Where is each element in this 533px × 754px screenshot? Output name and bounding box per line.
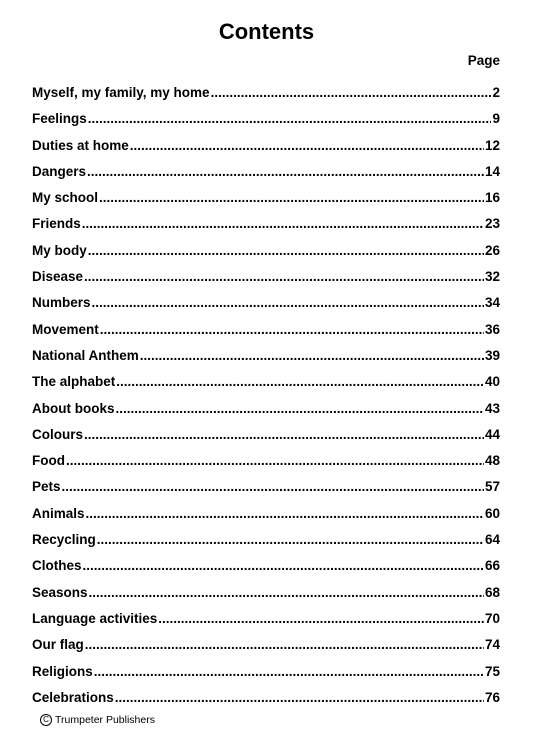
copyright-icon: C — [40, 714, 52, 726]
toc-entry — [32, 269, 500, 295]
toc-dot-leader — [85, 637, 484, 653]
toc-dot-leader — [92, 295, 484, 311]
toc-entry-page: 74 — [484, 637, 500, 653]
toc-dot-leader — [94, 664, 484, 680]
toc-entry-page: 14 — [484, 163, 500, 179]
toc-entry — [32, 111, 500, 137]
page-title: Contents — [218, 19, 315, 44]
toc-dot-leader — [87, 164, 484, 180]
toc-dot-leader — [130, 138, 484, 154]
toc-entry-page: 40 — [484, 374, 500, 390]
toc-entry-title: My school — [32, 190, 99, 206]
toc-dot-leader — [88, 111, 492, 127]
toc-entry-title: Pets — [32, 479, 61, 495]
publisher-name: Trumpeter Publishers — [55, 714, 155, 726]
toc-entry-title: Friends — [32, 216, 81, 232]
toc-entry — [32, 664, 500, 690]
toc-entry-title: Dangers — [32, 163, 87, 179]
table-of-contents — [32, 85, 500, 716]
toc-entry — [32, 164, 500, 190]
toc-entry — [32, 585, 500, 611]
toc-entry — [32, 322, 500, 348]
toc-entry-title: Disease — [32, 269, 84, 285]
toc-dot-leader — [62, 479, 484, 495]
toc-entry-page: 75 — [484, 663, 500, 679]
toc-entry-page: 57 — [484, 479, 500, 495]
toc-entry — [32, 348, 500, 374]
toc-entry-title: Religions — [32, 663, 93, 679]
toc-entry-title: Food — [32, 453, 65, 469]
toc-dot-leader — [115, 690, 484, 706]
toc-entry — [32, 295, 500, 321]
toc-entry-page: 9 — [492, 111, 500, 127]
toc-entry-page: 16 — [484, 190, 500, 206]
page-column-header: Page — [467, 53, 500, 68]
toc-dot-leader — [84, 427, 484, 443]
toc-dot-leader — [99, 190, 484, 206]
toc-entry-title: Animals — [32, 505, 85, 521]
toc-entry — [32, 243, 500, 269]
toc-entry — [32, 532, 500, 558]
toc-entry-title: Recycling — [32, 532, 96, 548]
toc-dot-leader — [66, 453, 484, 469]
footer — [40, 713, 155, 727]
toc-entry-title: About books — [32, 400, 115, 416]
toc-entry — [32, 138, 500, 164]
toc-entry — [32, 611, 500, 637]
toc-entry-page: 36 — [484, 321, 500, 337]
toc-entry-page: 32 — [484, 269, 500, 285]
toc-entry-title: Colours — [32, 426, 84, 442]
toc-dot-leader — [211, 85, 492, 101]
toc-entry — [32, 427, 500, 453]
toc-entry-title: Duties at home — [32, 137, 129, 153]
toc-dot-leader — [116, 374, 484, 390]
toc-entry-title: Language activities — [32, 610, 158, 626]
toc-entry — [32, 506, 500, 532]
toc-entry-page: 2 — [492, 85, 500, 100]
toc-entry-title: Seasons — [32, 584, 88, 600]
toc-entry-page: 12 — [484, 137, 500, 153]
toc-entry-title: Myself, my family, my home — [32, 85, 210, 100]
toc-dot-leader — [97, 532, 484, 548]
toc-entry-page: 60 — [484, 505, 500, 521]
toc-dot-leader — [100, 322, 484, 338]
toc-dot-leader — [116, 401, 484, 417]
toc-dot-leader — [82, 216, 484, 232]
toc-entry-page: 39 — [484, 347, 500, 363]
toc-entry-title: Our flag — [32, 637, 84, 653]
toc-entry-title: Feelings — [32, 111, 87, 127]
toc-entry-page: 26 — [484, 242, 500, 258]
toc-entry — [32, 216, 500, 242]
toc-entry-page: 43 — [484, 400, 500, 416]
toc-dot-leader — [140, 348, 484, 364]
toc-entry — [32, 85, 500, 111]
toc-entry-page: 76 — [484, 689, 500, 705]
toc-entry-title: Movement — [32, 321, 99, 337]
toc-entry-title: Celebrations — [32, 689, 114, 705]
toc-dot-leader — [84, 269, 484, 285]
toc-entry-title: National Anthem — [32, 347, 139, 363]
toc-entry-page: 70 — [484, 610, 500, 626]
toc-entry — [32, 479, 500, 505]
toc-dot-leader — [83, 558, 484, 574]
toc-dot-leader — [88, 243, 484, 259]
toc-entry — [32, 558, 500, 584]
toc-entry — [32, 453, 500, 479]
toc-dot-leader — [89, 585, 484, 601]
toc-entry-title: Numbers — [32, 295, 91, 311]
toc-entry — [32, 374, 500, 400]
toc-entry — [32, 637, 500, 663]
toc-entry-page: 34 — [484, 295, 500, 311]
toc-dot-leader — [158, 611, 484, 627]
toc-entry-page: 66 — [484, 558, 500, 574]
toc-entry-page: 68 — [484, 584, 500, 600]
toc-entry — [32, 190, 500, 216]
toc-entry — [32, 401, 500, 427]
toc-dot-leader — [86, 506, 484, 522]
toc-entry-page: 48 — [484, 453, 500, 469]
toc-entry-title: The alphabet — [32, 374, 116, 390]
toc-entry-page: 64 — [484, 532, 500, 548]
toc-entry-page: 44 — [484, 426, 500, 442]
toc-entry-page: 23 — [484, 216, 500, 232]
toc-entry-title: My body — [32, 242, 87, 258]
toc-entry-title: Clothes — [32, 558, 82, 574]
